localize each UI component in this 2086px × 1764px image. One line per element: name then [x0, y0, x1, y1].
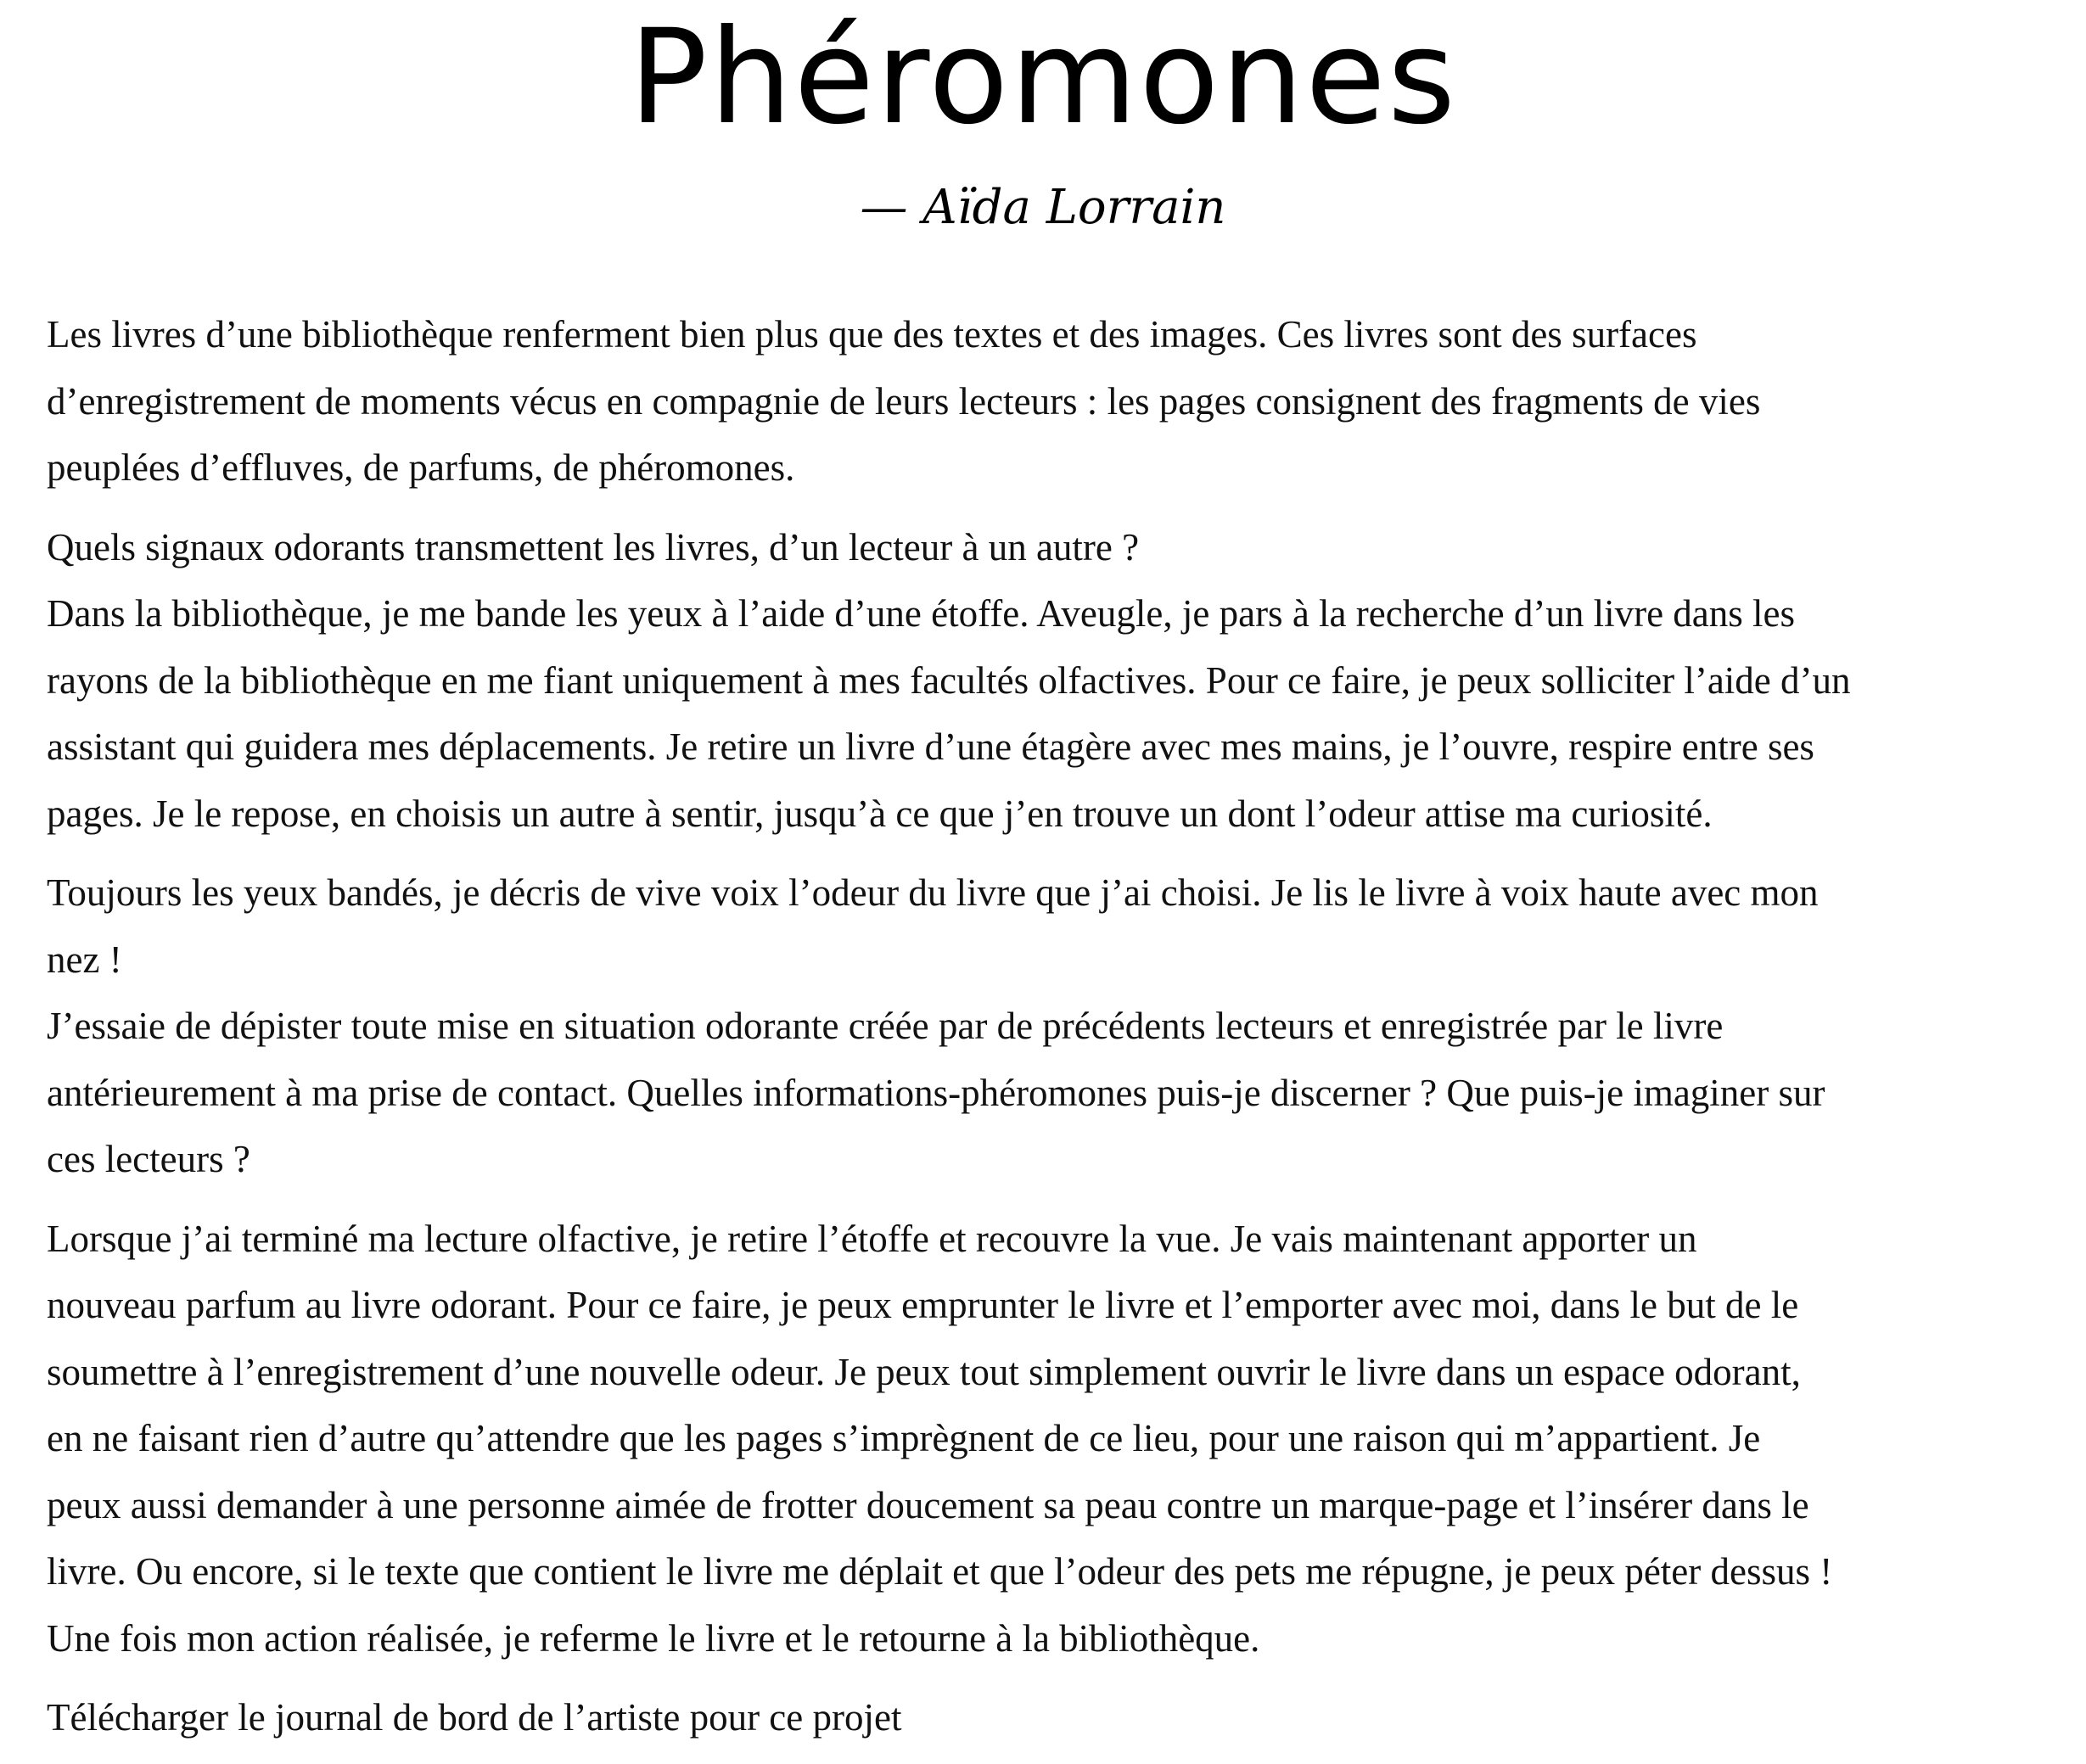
text-line: en ne faisant rien d’autre qu’attendre que les pages s’imprègnent de ce lieu, pour une raison qui m’appartient. Je — [47, 1417, 1761, 1459]
text-line: d’enregistrement de moments vécus en compagnie de leurs lecteurs : les pages consignent des fragments de vies — [47, 379, 1761, 423]
text-line: Dans la bibliothèque, je me bande les yeux à l’aide d’une étoffe. Aveugle, je pars à la recherche d’un livre dans les — [47, 592, 1796, 635]
text-line: soumettre à l’enregistrement d’une nouvelle odeur. Je peux tout simplement ouvrir le livre dans un espace odorant, — [47, 1350, 1801, 1393]
text-line: Les livres d’une bibliothèque renferment bien plus que des textes et des images. Ces livres sont des surfaces — [47, 313, 1697, 356]
text-line: livre. Ou encore, si le texte que contient le livre me déplait et que l’odeur des pets me répugne, je peux péter dessus ! — [47, 1550, 1833, 1593]
text-line: antérieurement à ma prise de contact. Quelles informations-phéromones puis-je discerner ? Que puis-je imaginer sur — [47, 1071, 1825, 1114]
text-line: peux aussi demander à une personne aimée de frotter doucement sa peau contre un marque-page et l’insérer dans le — [47, 1483, 1809, 1526]
text-line: Une fois mon action réalisée, je referme le livre et le retourne à la bibliothèque. — [47, 1616, 1260, 1660]
paragraph-3 — [47, 860, 2058, 1193]
paragraph-2 — [47, 514, 2058, 848]
text-line: nez ! — [47, 938, 122, 981]
paragraph-4 — [47, 1206, 2058, 1672]
author-byline: — Aïda Lorrain — [860, 180, 1226, 235]
text-line: nouveau parfum au livre odorant. Pour ce faire, je peux emprunter le livre et l’emporter avec moi, dans le but de le — [47, 1284, 1799, 1326]
text-line: Lorsque j’ai terminé ma lecture olfactive, je retire l’étoffe et recouvre la vue. Je vais maintenant apporter un — [47, 1217, 1697, 1260]
text-line: pages. Je le repose, en choisis un autre à sentir, jusqu’à ce que j’en trouve un dont l’odeur attise ma curiosité. — [47, 792, 1713, 835]
text-line: rayons de la bibliothèque en me fiant uniquement à mes facultés olfactives. Pour ce faire, je peux solliciter l’aide d’un — [47, 658, 1851, 702]
text-line: J’essaie de dépister toute mise en situation odorante créée par de précédents lecteurs et enregistrée par le livre — [47, 1005, 1724, 1047]
text-line: peuplées d’effluves, de parfums, de phéromones. — [47, 446, 795, 489]
page-title: Phéromones — [628, 2, 1458, 154]
text-line: Quels signaux odorants transmettent les livres, d’un lecteur à un autre ? — [47, 525, 1140, 568]
download-journal-link[interactable]: Télécharger le journal de bord de l’artiste pour ce projet — [47, 1696, 902, 1739]
article-body — [47, 301, 2058, 1764]
paragraph-1 — [47, 301, 2058, 501]
text-line: Toujours les yeux bandés, je décris de vive voix l’odeur du livre que j’ai choisi. Je lis le livre à voix haute avec mon — [47, 871, 1819, 914]
download-paragraph — [47, 1684, 2058, 1751]
text-line: assistant qui guidera mes déplacements. Je retire un livre d’une étagère avec mes mains, je l’ouvre, respire entre ses — [47, 725, 1814, 768]
text-line: ces lecteurs ? — [47, 1138, 250, 1180]
